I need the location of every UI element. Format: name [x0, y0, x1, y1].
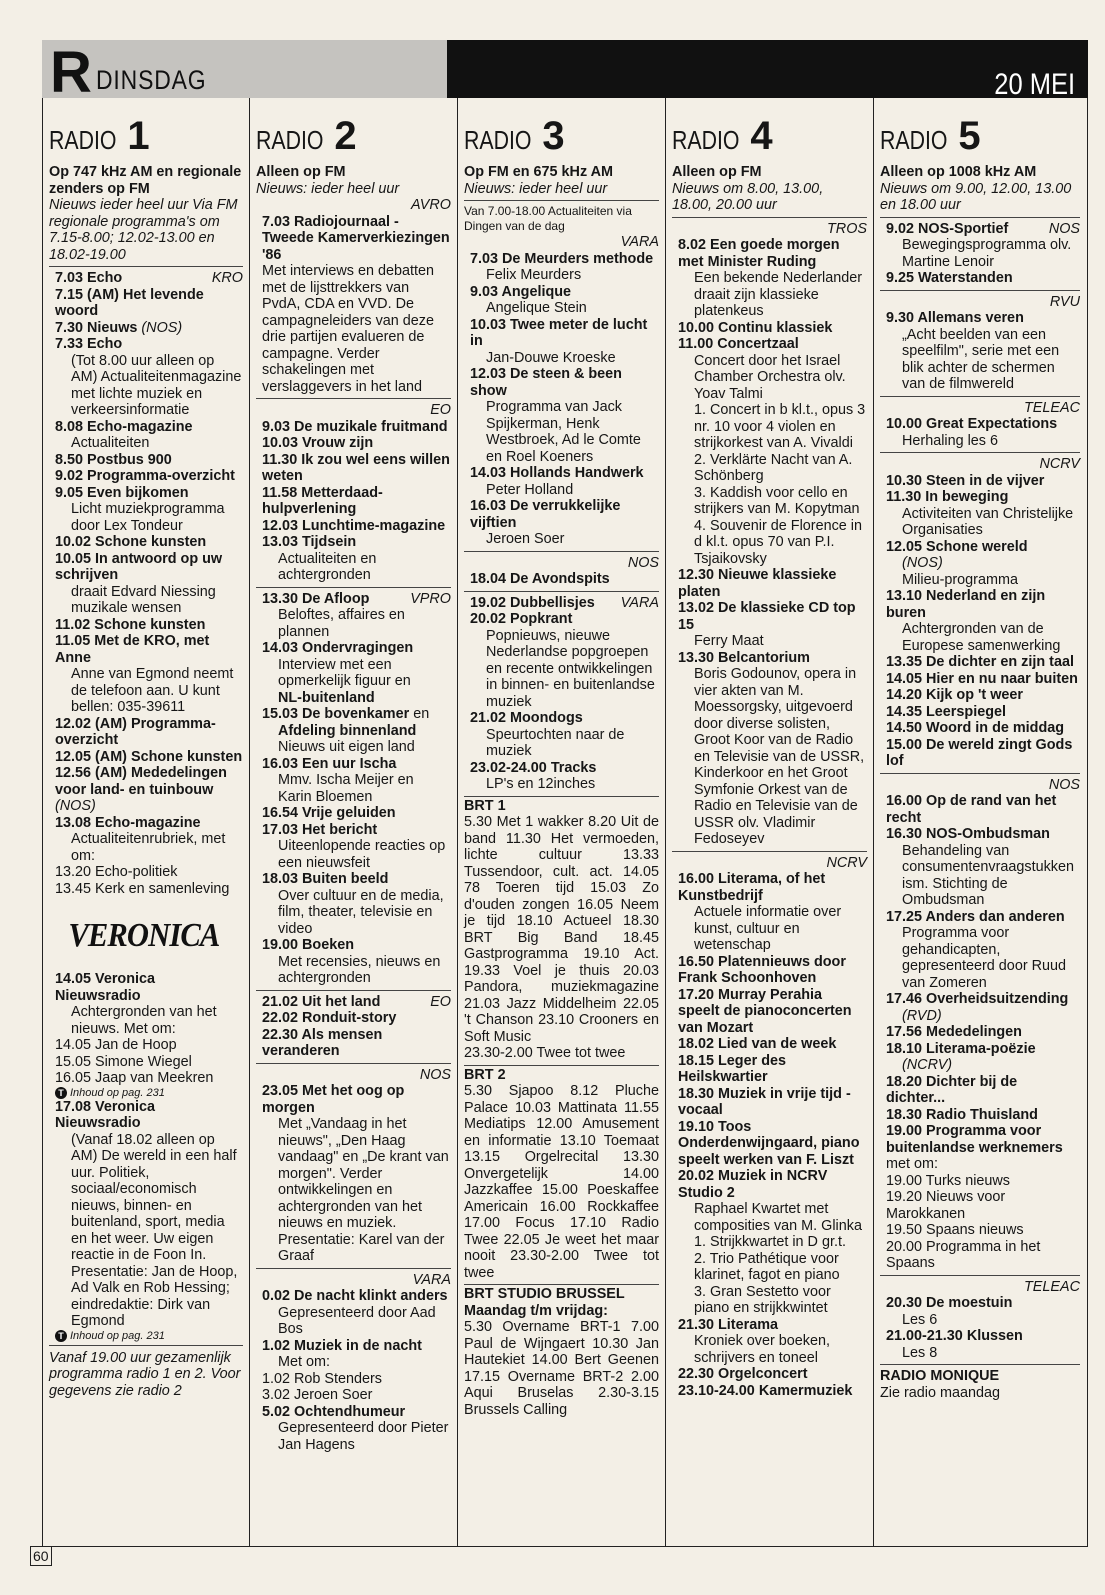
list-item: 13.08 Echo-magazine Actualiteitenrubriek, met om: — [55, 814, 226, 864]
list-item: 13.20 Echo-politiek — [55, 864, 178, 880]
list-item: 10.00 Great Expectations Herhaling les 6 — [886, 416, 1058, 449]
list-item: 10.05 In antwoord op uw schrijven draait Edvard Niessing muzikale wensen — [55, 550, 223, 616]
list-item: 14.05 Hier en nu naar buiten — [886, 670, 1078, 687]
radio1-news-note: Nieuws ieder heel uur Via FM regionale programma's om 7.15-8.00; 12.02-13.00 en 18.02-19.00 — [49, 197, 238, 263]
list-item: 9.02 Programma-overzicht — [55, 468, 235, 484]
radio1-title: RADIO 1 — [49, 114, 150, 158]
list-item: 20.02 Muziek in NCRV Studio 2 Raphael Kwartet met composities van M. Glinka 1. Strijkkwartet in D gr.t. 2. Trio Pathétique voor klarinet, fagot en piano 3. Gran Sestetto voor piano en strijkkwintet — [678, 1168, 862, 1316]
list-item: 11.02 Schone kunsten — [55, 616, 206, 633]
list-item: 7.03 Echo KRO — [55, 270, 243, 286]
radio5-title: RADIO 5 — [880, 114, 981, 158]
list-item: 23.10-24.00 Kamermuziek — [678, 1382, 853, 1399]
list-item: 7.03 Radiojournaal - Tweede Kamerverkiezingen '86 Met interviews en debatten met de lijsttrekkers van PvdA, CDA en VVD. De campagneleiders van deze drie partijen evalueren de campagne. Verder schakelingen met verslaggevers in het land — [262, 213, 450, 395]
brt1-heading: BRT 1 — [464, 796, 659, 815]
list-item: 17.46 Overheidsuitzending (RVD) — [886, 991, 1069, 1024]
list-item: 12.05 (AM) Schone kunsten — [55, 748, 243, 765]
radio4-title: RADIO 4 — [672, 114, 773, 158]
list-item: 18.15 Leger des Heilskwartier — [678, 1052, 786, 1085]
list-item: 16.03 De verrukkelijke vijftien Jeroen Soer — [470, 498, 621, 547]
list-item: 21.02 Uit het land EO — [262, 993, 451, 1010]
list-item: 7.30 Nieuws (NOS) — [55, 319, 183, 336]
list-item: 14.03 Ondervragingen Interview met een opmerkelijk figuur en NL-buitenland — [262, 640, 414, 706]
divider — [49, 1345, 243, 1346]
list-item: 21.30 Literama Kroniek over boeken, schrijvers en toneel — [678, 1316, 830, 1366]
list-item: 17.20 Murray Perahia speelt de pianoconcerten van Mozart — [678, 986, 852, 1036]
header-left — [42, 40, 447, 105]
brt2-schedule: 5.30 Sjapoo 8.12 Pluche Palace 10.03 Mattinata 11.55 Mediatips 12.00 Amusement en informatie 13.10 Toemaat 13.15 Orgelrecital 13.30 Onvergetelijk 14.00 Jazzkaffee 15.00 Poeskaffee Americain 16.00 Rockkaffee 17.00 Focus 17.10 Radio Twee 22.05 Je weet het maar nooit 23.30-2.00 Twee tot twee — [464, 1083, 659, 1281]
list-item: 18.03 Buiten beeld Over cultuur en de media, film, theater, televisie en video — [262, 871, 444, 937]
list-item: 14.20 Kijk op 't weer — [886, 687, 1023, 703]
list-item: 21.02 Moondogs Speurtochten naar de muziek — [470, 710, 625, 759]
brt1-schedule: 5.30 Met 1 wakker 8.20 Uit de band 11.30 Het vermoeden, lichte cultuur 13.33 Tussendoor, cult. act. 14.05 78 Toeren tijd 15.03 Zo d'ouden zongen 16.05 Neem je tijd 18.10 Actueel 18.30 BRT Big Band 18.45 Gastprogramma 19.10 Act. 19.33 Voel je thuis 20.03 Pandora, muziekmagazine 21.03 Jazz Middelheim 22.05 't Chanson 23.10 Crooners en Soft Music — [464, 814, 659, 1045]
list-item: 11.00 Concertzaal Concert door het Israel Chamber Orchestra olv. Yoav Talmi 1. Concert in b kl.t., opus 3 nr. 10 voor 4 violen en strijkorkest van A. Vivaldi 2. Verklärte Nacht van A. Schönberg 3. Kaddish voor cello en strijkers van M. Kopytman 4. Souvenir de Florence in d kl.t. opus 70 van P.I. Tsjaikovsky — [678, 336, 866, 567]
list-item: 20.02 Popkrant Popnieuws, nieuwe Nederlandse popgroepen en recente ontwikkelingen in binnen- en buitenlandse muziek — [470, 611, 655, 710]
list-item: 14.03 Hollands Handwerk Peter Holland — [470, 465, 644, 498]
date-label: 20 MEI — [994, 68, 1075, 101]
list-item: 10.30 Steen in de vijver — [886, 472, 1045, 489]
list-item: 13.35 De dichter en zijn taal — [886, 654, 1074, 670]
brt-studio-schedule: 5.30 Overname BRT-1 7.00 Paul de Wijngaert 10.30 Jan Hautekiet 14.00 Bert Geenen 17.15 Overname BRT-2 2.00 Aqui Bruselas 2.30-3.15 Brussels Calling — [464, 1319, 659, 1418]
bottom-note: Vanaf 19.00 uur gezamenlijk programma radio 1 en 2. Voor gegevens zie radio 2 — [49, 1349, 241, 1399]
radio1-column — [43, 98, 249, 1546]
list-item: 18.10 Literama-poëzie (NCRV) — [886, 1040, 1036, 1073]
list-item: 10.00 Continu klassiek — [678, 319, 833, 336]
day-label: DINSDAG — [95, 65, 207, 95]
radio2-title: RADIO 2 — [256, 114, 357, 158]
list-item: 20.30 De moestuin Les 6 — [886, 1295, 1013, 1328]
radio1-frequency: Op 747 kHz AM en regionale zenders op FM — [49, 164, 242, 197]
list-item: 12.03 De steen & been show Programma van Jack Spijkerman, Henk Westbroek, Ad le Comte en Roel Koeners — [470, 366, 641, 465]
list-item: 18.30 Radio Thuisland — [886, 1106, 1038, 1123]
list-item: 7.03 De Meurders methode Felix Meurders — [470, 250, 654, 283]
list-item: 19.00 Turks nieuws — [886, 1172, 1010, 1189]
brt2-heading: BRT 2 — [464, 1065, 659, 1084]
list-item: 20.00 Programma in het Spaans — [886, 1238, 1041, 1271]
list-item: 19.00 Boeken Met recensies, nieuws en achtergronden — [262, 937, 441, 986]
broadcaster-label: EO — [430, 402, 451, 418]
list-item: 10.03 Vrouw zijn — [262, 435, 374, 451]
list-item: 11.58 Metterdaad-hulpverlening — [262, 484, 383, 517]
list-item: 18.30 Muziek in vrije tijd - vocaal — [678, 1085, 851, 1118]
list-item: 8.08 Echo-magazine Actualiteiten — [55, 418, 193, 451]
list-item: 12.05 Schone wereld (NOS) Milieu-programma — [886, 538, 1028, 588]
teletext-icon: T — [55, 1330, 67, 1342]
list-item: 13.10 Nederland en zijn buren Achtergronden van de Europese samenwerking — [886, 588, 1061, 654]
list-item: 15.00 De wereld zingt Gods lof — [886, 736, 1073, 769]
list-item: 23.02-24.00 Tracks LP's en 12inches — [470, 759, 597, 792]
brt-studio-heading: BRT STUDIO BRUSSEL — [464, 1284, 659, 1303]
list-item: 9.30 Allemans veren „Acht beelden van een speelfilm", serie met een blik achter de schermen van de filmwereld — [886, 310, 1060, 392]
list-item: 16.00 Literama, of het Kunstbedrijf Actuele informatie over kunst, cultuur en wetenschap — [678, 871, 842, 953]
list-item: 14.35 Leerspiegel — [886, 703, 1006, 720]
list-item: 22.30 Orgelconcert — [678, 1366, 808, 1382]
list-item: 0.02 De nacht klinkt anders Gepresenteerd door Aad Bos — [262, 1288, 448, 1337]
list-item: 9.03 Angelique Angelique Stein — [470, 283, 587, 316]
list-item: 17.56 Mededelingen — [886, 1024, 1022, 1040]
list-item: 17.08 Veronica Nieuwsradio (Vanaf 18.02 alleen op AM) De wereld in een half uur. Politiek, sociaal/economisch nieuws, binnen- en buitenland, sport, media en het weer. Uw eigen reactie in de Foon In. Presentatie: Jan de Hoop, Ad Valk en Rob Hessing; eindredaktie: Dirk van Egmond — [55, 1098, 238, 1329]
teletext-icon: T — [55, 1087, 67, 1099]
list-item: 16.50 Platennieuws door Frank Schoonhoven — [678, 953, 846, 986]
list-item: 10.03 Twee meter de lucht in Jan-Douwe Kroeske — [470, 316, 648, 366]
divider — [49, 266, 243, 267]
list-item: 18.04 De Avondspits — [470, 571, 610, 587]
radio5-column: RADIO 5 Alleen op 1008 kHz AM Nieuws om 9.00, 12.00, 13.00 en 18.00 uur 9.02 NOS-Sportief NOS Bewegingsprogramma olv. Martine Lenoir 9.25 Waterstanden RVU 9.30 Allemans veren „Acht beelden van een speelfilm", serie met een blik achter de schermen van de filmwereld TELEAC 10.00 Great Expectations Herhaling les 6 NCRV 10.30 Steen in de vijver 11.30 In beweging Activiteiten van Christelijke Organisaties 12.05 Schone wereld (NOS) Milieu-programma 13.10 Nederland en zijn buren Achtergronden van de Europese samenwerking 13.35 De dichter en zijn taal 14.05 Hier en nu naar buiten 14.20 Kijk op 't weer 14.35 Leerspiegel 14.50 Woord in de middag 15.00 De wereld zingt Gods lof NOS 16.00 Op de rand van het recht 16.30 NOS-Ombudsman Behandeling van consumentenvraagstukken ism. Stichting de Ombudsman 17.25 Anders dan anderen Programma voor gehandicapten, gepresenteerd door Ruud van Zomeren 17.46 Overheidsuitzending (RVD) 17.56 Mededelingen 18.10 Literama-poëzie (NCRV) 18.20 Dichter bij de dichter... 18.30 Radio Thuisland 19.00 Programma voor buitenlandse werknemers met om: 19.00 Turks nieuws 19.20 Nieuws voor Marokkanen 19.50 Spaans nieuws 20.00 Programma in het Spaans TELEAC 20.30 De moestuin Les 6 21.00-21.30 Klussen Les 8 RADIO MONIQUE Zie radio maandag — [873, 98, 1086, 1546]
list-item: 9.02 NOS-Sportief NOS Bewegingsprogramma olv. Martine Lenoir — [886, 220, 1080, 270]
list-item: 10.02 Schone kunsten — [55, 534, 207, 550]
list-item: 13.45 Kerk en samenleving — [55, 880, 230, 897]
list-item: 15.05 Simone Wiegel — [55, 1053, 192, 1070]
list-item: 7.33 Echo (Tot 8.00 uur alleen op AM) Actualiteitenmagazine met lichte muziek en verkeersinformatie — [55, 336, 242, 418]
radio3-title: RADIO 3 — [464, 114, 565, 158]
broadcaster-label: AVRO — [411, 197, 451, 213]
radio2-column: RADIO 2 Alleen op FM Nieuws: ieder heel uur AVRO 7.03 Radiojournaal - Tweede Kamerverkiezingen '86 Met interviews en debatten met de lijsttrekkers van PvdA, CDA en VVD. De campagneleiders van deze drie partijen evalueren de campagne. Verder schakelingen met verslaggevers in het land EO 9.03 De muzikale fruitmand 10.03 Vrouw zijn 11.30 Ik zou wel eens willen weten 11.58 Metterdaad-hulpverlening 12.03 Lunchtime-magazine 13.03 Tijdsein Actualiteiten en achtergronden 13.30 De Afloop VPRO Beloftes, affaires en plannen 14.03 Ondervragingen Interview met een opmerkelijk figuur en NL-buitenland 15.03 De bovenkamer en Afdeling binnenland Nieuws uit eigen land 16.03 Een uur Ischa Mmv. Ischa Meijer en Karin Bloemen 16.54 Vrije geluiden 17.03 Het bericht Uiteenlopende reacties op een nieuwsfeit 18.03 Buiten beeld Over cultuur en de media, film, theater, televisie en video 19.00 Boeken Met recensies, nieuws en achtergronden 21.02 Uit het land EO 22.02 Ronduit-story 22.30 Als mensen veranderen NOS 23.05 Met het oog op morgen Met „Vandaag in het nieuws", „Den Haag vandaag" en „De krant van morgen". Verder ontwikkelingen en achtergronden van het nieuws en muziek. Presentatie: Karel van der Graaf VARA 0.02 De nacht klinkt anders Gepresenteerd door Aad Bos 1.02 Muziek in de nacht Met om: 1.02 Rob Stenders 3.02 Jeroen Soer 5.02 Ochtendhumeur Gepresenteerd door Pieter Jan Hagens — [249, 98, 457, 1546]
list-item: 19.02 Dubbellisjes VARA — [470, 594, 659, 611]
list-item: 1.02 Rob Stenders — [262, 1370, 383, 1387]
list-item: 16.30 NOS-Ombudsman Behandeling van consumentenvraagstukken ism. Stichting de Ombudsman — [886, 826, 1074, 908]
page-number: 60 — [30, 1546, 52, 1566]
list-item: 16.03 Een uur Ischa Mmv. Ischa Meijer en Karin Bloemen — [262, 755, 414, 805]
list-item: 19.00 Programma voor buitenlandse werknemers met om: — [886, 1123, 1063, 1172]
list-item: 12.03 Lunchtime-magazine — [262, 517, 446, 534]
list-item: 1.02 Muziek in de nacht Met om: — [262, 1337, 422, 1370]
list-item: 19.50 Spaans nieuws — [886, 1222, 1024, 1238]
list-item: 12.56 (AM) Mededelingen voor land- en tuinbouw (NOS) — [55, 765, 227, 814]
list-item: 9.05 Even bijkomen Licht muziekprogramma door Lex Tondeur — [55, 484, 225, 534]
list-item: 17.25 Anders dan anderen Programma voor gehandicapten, gepresenteerd door Ruud van Zomeren — [886, 908, 1067, 991]
radio-monique-heading: RADIO MONIQUE — [880, 1368, 1000, 1384]
list-item: 22.30 Als mensen veranderen — [262, 1026, 383, 1059]
list-item: 16.00 Op de rand van het recht — [886, 793, 1057, 826]
veronica-logo: VERONICA — [68, 917, 220, 954]
radio4-column: RADIO 4 Alleen op FM Nieuws om 8.00, 13.00, 18.00, 20.00 uur TROS 8.02 Een goede morgen met Minister Ruding Een bekende Nederlander draait zijn klassieke platenkeus 10.00 Continu klassiek 11.00 Concertzaal Concert door het Israel Chamber Orchestra olv. Yoav Talmi 1. Concert in b kl.t., opus 3 nr. 10 voor 4 violen en strijkorkest van A. Vivaldi 2. Verklärte Nacht van A. Schönberg 3. Kaddish voor cello en strijkers van M. Kopytman 4. Souvenir de Florence in d kl.t. opus 70 van P.I. Tsjaikovsky 12.30 Nieuwe klassieke platen 13.02 De klassieke CD top 15 Ferry Maat 13.30 Belcantorium Boris Godounov, opera in vier akten van M. Moessorgsky, uitgevoerd door diverse solisten, Groot Koor van de Radio en Televisie van de USSR, Kinderkoor en het Groot Symfonie Orkest van de Radio en Televisie van de USSR olv. Vladimir Fedoseyev NCRV 16.00 Literama, of het Kunstbedrijf Actuele informatie over kunst, cultuur en wetenschap 16.50 Platennieuws door Frank Schoonhoven 17.20 Murray Perahia speelt de pianoconcerten van Mozart 18.02 Lied van de week 18.15 Leger des Heilskwartier 18.30 Muziek in vrije tijd - vocaal 19.10 Toos Onderdenwijngaard, piano speelt werken van F. Liszt 20.02 Muziek in NCRV Studio 2 Raphael Kwartet met composities van M. Glinka 1. Strijkkwartet in D gr.t. 2. Trio Pathétique voor klarinet, fagot en piano 3. Gran Sestetto voor piano en strijkkwintet 21.30 Literama Kroniek over boeken, schrijvers en toneel 22.30 Orgelconcert 23.10-24.00 Kamermuziek — [665, 98, 873, 1546]
list-item: 14.05 Jan de Hoop — [55, 1037, 177, 1053]
radio3-column: RADIO 3 Op FM en 675 kHz AM Nieuws: ieder heel uur Van 7.00-18.00 Actualiteiten via Dingen van de dag VARA 7.03 De Meurders methode Felix Meurders 9.03 Angelique Angelique Stein 10.03 Twee meter de lucht in Jan-Douwe Kroeske 12.03 De steen & been show Programma van Jack Spijkerman, Henk Westbroek, Ad le Comte en Roel Koeners 14.03 Hollands Handwerk Peter Holland 16.03 De verrukkelijke vijftien Jeroen Soer NOS 18.04 De Avondspits 19.02 Dubbellisjes VARA 20.02 Popkrant Popnieuws, nieuwe Nederlandse popgroepen en recente ontwikkelingen in binnen- en buitenlandse muziek 21.02 Moondogs Speurtochten naar de muziek 23.02-24.00 Tracks LP's en 12inches BRT 1 5.30 Met 1 wakker 8.20 Uit de band 11.30 Het vermoeden, lichte cultuur 13.33 Tussendoor, cult. act. 14.05 78 Toeren tijd 15.03 Zo d'ouden zongen 16.05 Neem je tijd 18.10 Actueel 18.30 BRT Big Band 18.45 Gastprogramma 19.10 Act. 19.33 Voel je thuis 20.03 Pandora, muziekmagazine 21.03 Jazz Middelheim 22.05 't Chanson 23.10 Crooners en Soft Music 23.30-2.00 Twee tot twee BRT 2 5.30 Sjapoo 8.12 Pluche Palace 10.03 Mattinata 11.55 Mediatips 12.00 Amusement en informatie 13.10 Toemaat 13.15 Orgelrecital 13.30 Onvergetelijk 14.00 Jazzkaffee 15.00 Poeskaffee Americain 16.00 Rockkaffee 17.00 Focus 17.10 Radio Twee 22.05 Je weet het maar nooit 23.30-2.00 Twee tot twee BRT STUDIO BRUSSEL Maandag t/m vrijdag: 5.30 Overname BRT-1 7.00 Paul de Wijngaert 10.30 Jan Hautekiet 14.00 Bert Geenen 17.15 Overname BRT-2 2.00 Aqui Bruselas 2.30-3.15 Brussels Calling — [457, 98, 665, 1546]
list-item: 14.50 Woord in de middag — [886, 720, 1065, 736]
list-item: 17.03 Het bericht Uiteenlopende reacties op een nieuwsfeit — [262, 821, 446, 871]
list-item: 23.05 Met het oog op morgen Met „Vandaag in het nieuws", „Den Haag vandaag" en „De krant van morgen". Verder ontwikkelingen en achtergronden van het nieuws en muziek. Presentatie: Karel van der Graaf — [262, 1083, 449, 1264]
list-item: 11.30 Ik zou wel eens willen weten — [262, 451, 450, 484]
list-item: 5.02 Ochtendhumeur Gepresenteerd door Pieter Jan Hagens — [262, 1403, 449, 1453]
list-item: 13.02 De klassieke CD top 15 Ferry Maat — [678, 600, 856, 649]
list-item: 8.02 Een goede morgen met Minister Ruding Een bekende Nederlander draait zijn klassieke platenkeus — [678, 237, 863, 319]
list-item: 18.02 Lied van de week — [678, 1036, 837, 1052]
list-item: 13.03 Tijdsein Actualiteiten en achtergronden — [262, 534, 377, 583]
list-item: 7.15 (AM) Het levende woord — [55, 286, 204, 319]
list-item: 16.05 Jaap van Meekren — [55, 1070, 214, 1086]
list-item: 16.54 Vrije geluiden — [262, 805, 396, 821]
list-item: 15.03 De bovenkamer en Afdeling binnenland Nieuws uit eigen land — [262, 706, 430, 755]
page-reference: T Inhoud op pag. 231 — [55, 1330, 243, 1342]
section-letter: R — [50, 40, 90, 105]
list-item: 3.02 Jeroen Soer — [262, 1387, 373, 1403]
list-item: 13.30 De Afloop VPRO Beloftes, affaires en plannen — [262, 590, 451, 640]
list-item: 19.20 Nieuws voor Marokkanen — [886, 1189, 1006, 1222]
list-item: 22.02 Ronduit-story — [262, 1010, 397, 1026]
list-item: 8.50 Postbus 900 — [55, 451, 172, 468]
list-item: 11.30 In beweging Activiteiten van Christelijke Organisaties — [886, 489, 1074, 538]
list-item: 21.00-21.30 Klussen Les 8 — [886, 1328, 1023, 1361]
page-reference: T Inhoud op pag. 231 — [55, 1087, 243, 1099]
list-item: 9.25 Waterstanden — [886, 270, 1013, 286]
list-item: 13.30 Belcantorium Boris Godounov, opera in vier akten van M. Moessorgsky, uitgevoerd door diverse solisten, Groot Koor van de Radio en Televisie van de USSR, Kinderkoor en het Groot Symfonie Orkest van de Radio en Televisie van de USSR olv. Vladimir Fedoseyev — [678, 649, 865, 847]
list-item: 12.02 (AM) Programma-overzicht — [55, 715, 216, 748]
list-item: 14.05 Veronica Nieuwsradio Achtergronden van het nieuws. Met om: — [55, 971, 217, 1037]
list-item: 18.20 Dichter bij de dichter... — [886, 1073, 1018, 1106]
list-item: 9.03 De muzikale fruitmand — [262, 418, 448, 435]
list-item: 11.05 Met de KRO, met Anne Anne van Egmond neemt de telefoon aan. U kunt bellen: 035-39611 — [55, 633, 234, 715]
list-item: 12.30 Nieuwe klassieke platen — [678, 567, 837, 600]
list-item: 19.10 Toos Onderdenwijngaard, piano speelt werken van F. Liszt — [678, 1118, 860, 1168]
